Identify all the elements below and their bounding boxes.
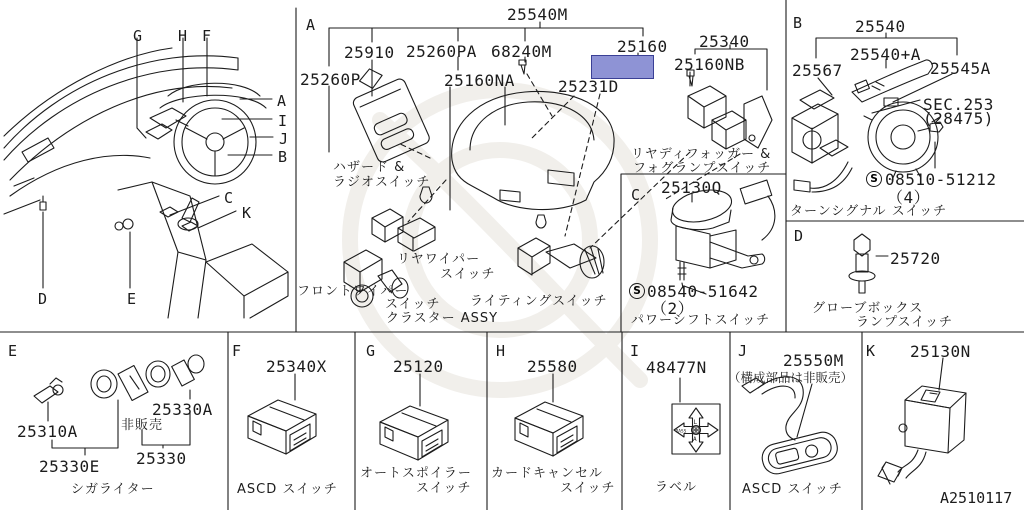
part-25260pa[interactable]: 25260PA xyxy=(406,42,477,61)
glove-box-lamp-switch-drawing xyxy=(849,234,888,293)
part-48477n[interactable]: 48477N xyxy=(646,358,707,377)
caption-label-i: ラベル xyxy=(655,480,698,495)
caption-card-cancel-2: スイッチ xyxy=(560,481,616,496)
section-i-label: I xyxy=(630,342,640,360)
callout-j: J xyxy=(279,130,289,148)
part-08540-51642[interactable]: 08540-51642 xyxy=(647,282,759,301)
part-08510-51212[interactable]: 08510-51212 xyxy=(885,170,997,189)
section-d-label: D xyxy=(794,227,804,245)
icon-text-down: A xyxy=(693,436,697,443)
rear-fog-switch-drawing xyxy=(687,70,772,149)
ascd-switch-j-drawing xyxy=(742,377,840,477)
headlamp-label-icon xyxy=(672,404,720,454)
callout-h: H xyxy=(178,27,188,45)
screw-qty-c: （2） xyxy=(651,299,695,318)
caption-cluster-assy: クラスター ASSY xyxy=(386,311,499,326)
callout-b: B xyxy=(278,148,288,166)
part-25260p[interactable]: 25260P xyxy=(300,70,361,89)
section-g-label: G xyxy=(366,342,376,360)
part-25130n[interactable]: 25130N xyxy=(910,342,971,361)
part-25160na[interactable]: 25160NA xyxy=(444,71,515,90)
part-25580[interactable]: 25580 xyxy=(527,357,578,376)
part-68240m[interactable]: 68240M xyxy=(491,42,552,61)
sec-ref-1: SEC.253 xyxy=(923,95,994,114)
overview-leader-lines xyxy=(43,38,273,288)
caption-hazard-2: ラジオスイッチ xyxy=(333,175,431,190)
screw-qty-b: （4） xyxy=(887,188,931,207)
part-25550m[interactable]: 25550M xyxy=(783,351,844,370)
ascd-switch-f-drawing xyxy=(248,400,316,454)
drawing-id: A2510117 xyxy=(940,489,1013,507)
section-k-label: K xyxy=(866,342,876,360)
note-not-sold-j: （構成部品は非販売） xyxy=(728,370,854,385)
auto-spoiler-switch-drawing xyxy=(380,406,448,460)
part-25540a[interactable]: 25540+A xyxy=(850,45,921,64)
callout-k: K xyxy=(242,204,252,222)
caption-glove-box-1: グローブボックス xyxy=(812,301,924,316)
part-25120[interactable]: 25120 xyxy=(393,357,444,376)
caption-front-wiper-2: スイッチ xyxy=(385,297,441,312)
part-25330e[interactable]: 25330E xyxy=(39,457,100,476)
caption-auto-spoiler-2: スイッチ xyxy=(416,481,472,496)
part-25910[interactable]: 25910 xyxy=(344,43,395,62)
callout-a: A xyxy=(277,92,287,110)
part-25160nb[interactable]: 25160NB xyxy=(674,55,745,74)
caption-front-wiper-1: フロントワイパー xyxy=(297,284,409,299)
part-25545a[interactable]: 25545A xyxy=(930,59,991,78)
callout-d: D xyxy=(38,290,48,308)
caption-rear-wiper-2: スイッチ xyxy=(440,267,496,282)
caption-card-cancel-1: カードキャンセル xyxy=(491,466,604,481)
part-25231d[interactable]: 25231D xyxy=(558,77,619,96)
selected-part-highlight[interactable] xyxy=(591,55,654,79)
part-25567[interactable]: 25567 xyxy=(792,61,843,80)
caption-ascd-j: ASCD スイッチ xyxy=(742,482,843,497)
caption-rear-defogger-2: フォグランプスイッチ xyxy=(633,161,772,176)
caption-cigar-lighter: シガライター xyxy=(71,482,155,497)
callout-f: F xyxy=(202,27,212,45)
caption-glove-box-2: ランプスイッチ xyxy=(856,315,953,330)
section-j-label: J xyxy=(738,342,748,360)
callout-i: I xyxy=(278,112,288,130)
icon-text-up: L xyxy=(693,419,698,426)
part-25330[interactable]: 25330 xyxy=(136,449,187,468)
part-25160[interactable]: 25160 xyxy=(617,37,668,56)
part-25130q[interactable]: 25130Q xyxy=(661,178,722,197)
callout-c: C xyxy=(224,189,234,207)
sec-ref-2: (28475) xyxy=(923,109,994,128)
section-f-label: F xyxy=(232,342,242,360)
callout-e: E xyxy=(127,290,137,308)
caption-lighting-switch: ライティングスイッチ xyxy=(470,294,608,309)
label-not-sold: 非販売 xyxy=(121,418,164,433)
icon-text-pass: PASS xyxy=(675,429,687,435)
screw-symbol-b: S xyxy=(866,171,882,187)
cigar-lighter-drawings xyxy=(34,355,204,403)
section-e-label: E xyxy=(8,342,18,360)
caption-rear-defogger-1: リヤディフォッガー & xyxy=(631,147,772,162)
section-a-label: A xyxy=(306,16,316,34)
part-25540[interactable]: 25540 xyxy=(855,17,906,36)
callout-g: G xyxy=(133,27,143,45)
caption-hazard-1: ハザード & xyxy=(333,160,406,175)
card-cancel-switch-drawing xyxy=(515,402,583,456)
screw-symbol-c: S xyxy=(629,283,645,299)
caption-auto-spoiler-1: オートスポイラー xyxy=(360,466,472,481)
caption-rear-wiper-1: リヤワイパー xyxy=(397,252,481,267)
section-b-label: B xyxy=(793,14,803,32)
section-c-leaders xyxy=(684,193,706,294)
part-25720[interactable]: 25720 xyxy=(890,249,941,268)
dashboard-overview-drawing xyxy=(4,48,288,318)
section-h-label: H xyxy=(496,342,506,360)
caption-power-shift: パワーシフトスイッチ xyxy=(631,313,771,328)
interrupt-switch-k-drawing xyxy=(878,386,966,484)
part-25330a[interactable]: 25330A xyxy=(152,400,213,419)
caption-ascd-f: ASCD スイッチ xyxy=(237,482,338,497)
caption-turn-signal: ターンシグナル スイッチ xyxy=(790,204,948,219)
part-25340x[interactable]: 25340X xyxy=(266,357,327,376)
part-25540m[interactable]: 25540M xyxy=(507,5,568,24)
part-25310a[interactable]: 25310A xyxy=(17,422,78,441)
section-c-label: C xyxy=(631,186,641,204)
part-25340[interactable]: 25340 xyxy=(699,32,750,51)
